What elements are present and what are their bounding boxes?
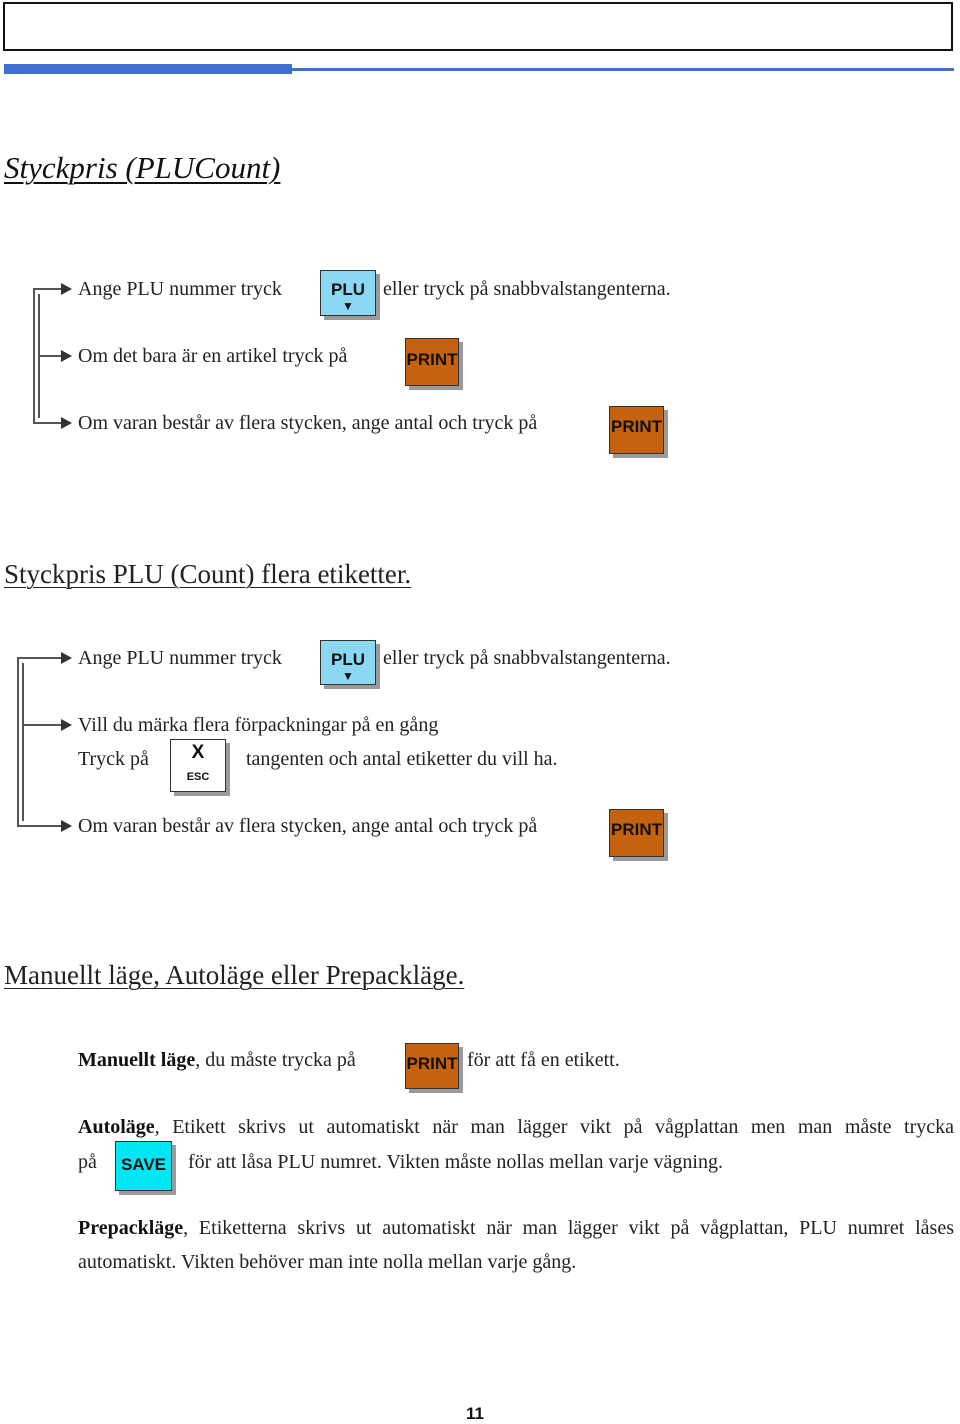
print-key xyxy=(405,1043,459,1089)
s1-line1-text: Ange PLU nummer tryck xyxy=(78,278,282,300)
auto-mode-line2-after: för att låsa PLU numret. Vikten måste nollas mellan varje vägning. xyxy=(188,1151,723,1173)
print-key-label: PRINT xyxy=(406,350,458,369)
print-key-label: PRINT xyxy=(406,1054,458,1073)
s2-line3-after: tangenten och antal etiketter du vill ha. xyxy=(246,748,558,770)
triangle-down-icon: ▼ xyxy=(342,669,354,683)
page-number: 11 xyxy=(466,1404,484,1423)
section2-title: Styckpris PLU (Count) flera etiketter. xyxy=(4,559,412,589)
auto-mode-line2-before: på xyxy=(78,1151,97,1173)
print-key-label: PRINT xyxy=(611,820,662,839)
save-key xyxy=(115,1141,172,1191)
s2-line2-text: Vill du märka flera förpackningar på en gång xyxy=(78,714,439,736)
s1-line1-after: eller tryck på snabbvalstangenterna. xyxy=(383,278,671,300)
x-key-label: X xyxy=(191,742,205,763)
s1-line3-text: Om varan består av flera stycken, ange antal och tryck på xyxy=(78,412,538,434)
s1-line2-text: Om det bara är en artikel tryck på xyxy=(78,345,348,367)
manual-mode-text xyxy=(78,1048,356,1072)
prepack-mode-desc: , Etiketterna skrivs ut automatiskt när man lägger vikt på vågplattan, PLU numret låses automatiskt. Vikten behöver man inte nolla mellan varje gång. xyxy=(78,1217,954,1273)
manual-mode-desc: , du måste trycka på xyxy=(195,1049,356,1071)
section3-title: Manuellt läge, Autoläge eller Prepackläge. xyxy=(4,960,465,990)
manual-mode-label: Manuellt läge xyxy=(78,1049,196,1071)
print-key xyxy=(609,406,664,454)
print-key-label: PRINT xyxy=(611,417,662,436)
section1-title: Styckpris (PLUCount) xyxy=(4,150,281,185)
esc-key-label: ESC xyxy=(186,771,210,783)
prepack-mode-label: Prepackläge xyxy=(78,1217,184,1239)
plu-key xyxy=(320,640,376,685)
plu-key-label: PLU xyxy=(331,650,365,669)
s2-line4-text: Om varan består av flera stycken, ange antal och tryck på xyxy=(78,815,538,837)
header-frame xyxy=(3,2,953,51)
header-rule xyxy=(292,68,954,71)
x-esc-key xyxy=(170,739,226,792)
prepack-mode-paragraph xyxy=(78,1211,954,1279)
header-accent-bar xyxy=(4,64,292,74)
s2-line1-after: eller tryck på snabbvalstangenterna. xyxy=(383,647,671,669)
print-key xyxy=(609,809,664,857)
auto-mode-paragraph xyxy=(78,1110,954,1144)
triangle-down-icon: ▼ xyxy=(342,299,354,313)
print-key xyxy=(405,338,459,386)
plu-key-label: PLU xyxy=(331,280,365,299)
save-key-label: SAVE xyxy=(120,1155,167,1174)
auto-mode-label: Autoläge xyxy=(78,1116,155,1138)
auto-mode-desc: , Etikett skrivs ut automatiskt när man lägger vikt på vågplattan men man måste trycka xyxy=(154,1116,954,1138)
manual-mode-after: för att få en etikett. xyxy=(467,1049,620,1071)
s2-line1-text: Ange PLU nummer tryck xyxy=(78,647,282,669)
s2-line3-text: Tryck på xyxy=(78,748,149,770)
plu-key xyxy=(320,270,376,316)
